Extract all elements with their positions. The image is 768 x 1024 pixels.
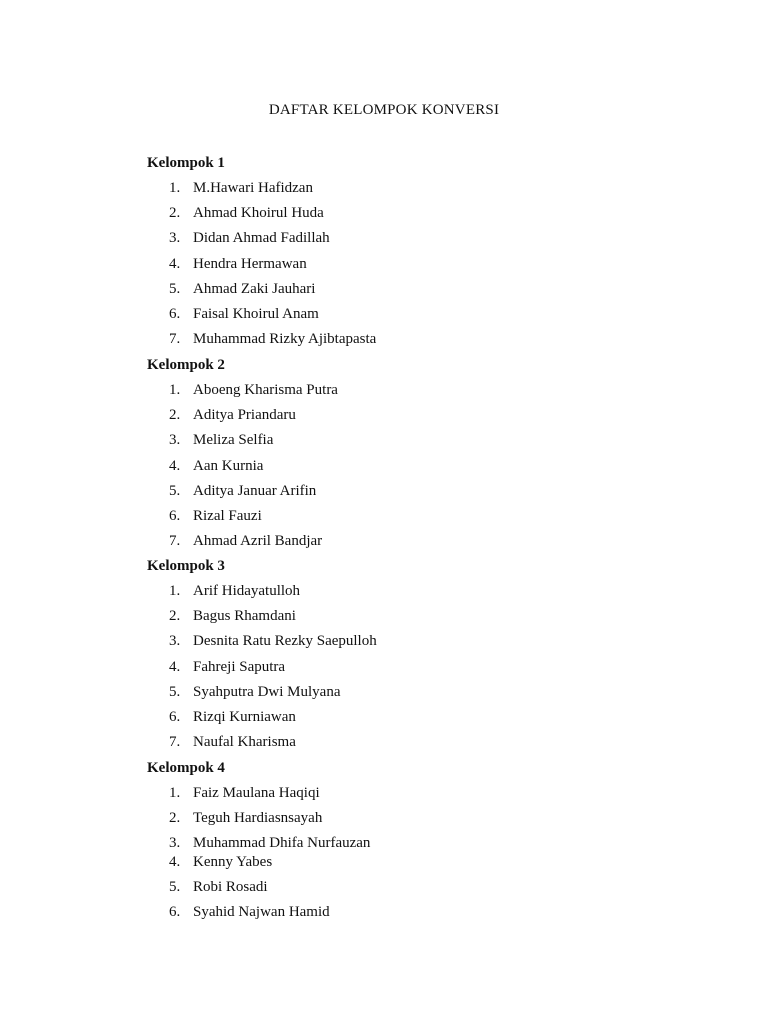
member-name: Rizal Fauzi xyxy=(193,507,262,524)
member-name: Bagus Rhamdani xyxy=(193,608,296,625)
group-1 xyxy=(147,154,647,348)
list-item xyxy=(147,500,647,525)
item-number: 7. xyxy=(169,533,181,550)
list-item xyxy=(147,827,647,852)
member-name: Fahreji Saputra xyxy=(193,658,286,675)
member-list xyxy=(147,575,647,751)
list-item xyxy=(147,802,647,827)
item-number: 4. xyxy=(169,853,181,870)
list-item xyxy=(147,871,647,896)
list-item xyxy=(147,676,647,701)
list-item xyxy=(147,222,647,247)
group-4 xyxy=(147,759,647,921)
list-item xyxy=(147,298,647,323)
list-item xyxy=(147,525,647,550)
member-name: Kenny Yabes xyxy=(193,853,273,870)
member-name: Syahid Najwan Hamid xyxy=(193,903,330,920)
group-heading: Kelompok 2 xyxy=(147,357,225,373)
member-name: Didan Ahmad Fadillah xyxy=(193,230,330,247)
group-2 xyxy=(147,356,647,550)
item-number: 1. xyxy=(169,785,181,801)
item-number: 2. xyxy=(169,205,181,222)
member-name: Aditya Priandaru xyxy=(193,407,296,424)
list-item xyxy=(147,853,647,871)
item-number: 3. xyxy=(169,432,181,449)
list-item xyxy=(147,726,647,751)
item-number: 7. xyxy=(169,331,181,348)
group-heading: Kelompok 3 xyxy=(147,558,225,574)
item-number: 6. xyxy=(169,708,181,725)
member-name: Aan Kurnia xyxy=(193,457,264,474)
member-name: Faiz Maulana Haqiqi xyxy=(193,785,320,801)
item-number: 3. xyxy=(169,230,181,247)
item-number: 5. xyxy=(169,683,181,700)
member-name: Syahputra Dwi Mulyana xyxy=(193,683,341,700)
group-heading: Kelompok 1 xyxy=(147,155,225,171)
list-item xyxy=(147,197,647,222)
member-name: Faisal Khoirul Anam xyxy=(193,305,319,322)
list-item xyxy=(147,600,647,625)
member-name: Ahmad Khoirul Huda xyxy=(193,205,324,222)
item-number: 3. xyxy=(169,633,181,650)
member-name: Desnita Ratu Rezky Saepulloh xyxy=(193,633,377,650)
list-item xyxy=(147,896,647,921)
item-number: 5. xyxy=(169,280,181,297)
item-number: 4. xyxy=(169,255,181,272)
item-number: 3. xyxy=(169,835,181,852)
member-name: Hendra Hermawan xyxy=(193,255,307,272)
member-name: M.Hawari Hafidzan xyxy=(193,180,313,196)
list-item xyxy=(147,450,647,475)
list-item xyxy=(147,248,647,273)
member-name: Ahmad Azril Bandjar xyxy=(193,533,323,550)
member-name: Ahmad Zaki Jauhari xyxy=(193,280,316,297)
list-item xyxy=(147,625,647,650)
list-item xyxy=(147,172,647,197)
item-number: 4. xyxy=(169,658,181,675)
list-item xyxy=(147,399,647,424)
member-list xyxy=(147,374,647,550)
item-number: 4. xyxy=(169,457,181,474)
document-title: DAFTAR KELOMPOK KONVERSI xyxy=(268,102,500,118)
list-item xyxy=(147,575,647,600)
member-name: Aditya Januar Arifin xyxy=(193,482,317,499)
item-number: 1. xyxy=(169,382,181,398)
item-number: 5. xyxy=(169,482,181,499)
list-item xyxy=(147,651,647,676)
item-number: 5. xyxy=(169,878,181,895)
item-number: 6. xyxy=(169,305,181,322)
item-number: 6. xyxy=(169,903,181,920)
list-item xyxy=(147,475,647,500)
member-name: Rizqi Kurniawan xyxy=(193,708,296,725)
list-item xyxy=(147,424,647,449)
item-number: 7. xyxy=(169,734,181,751)
list-item xyxy=(147,323,647,348)
list-item xyxy=(147,777,647,802)
member-name: Naufal Kharisma xyxy=(193,734,296,751)
member-name: Muhammad Dhifa Nurfauzan xyxy=(193,835,371,852)
member-name: Aboeng Kharisma Putra xyxy=(193,382,338,398)
list-item xyxy=(147,374,647,399)
item-number: 2. xyxy=(169,810,181,827)
list-item xyxy=(147,273,647,298)
list-item xyxy=(147,701,647,726)
member-name: Arif Hidayatulloh xyxy=(193,583,301,599)
item-number: 2. xyxy=(169,608,181,625)
item-number: 1. xyxy=(169,180,181,196)
item-number: 1. xyxy=(169,583,181,599)
member-list xyxy=(147,172,647,348)
member-name: Teguh Hardiasnsayah xyxy=(193,810,323,827)
item-number: 2. xyxy=(169,407,181,424)
item-number: 6. xyxy=(169,507,181,524)
group-heading: Kelompok 4 xyxy=(147,760,225,776)
member-name: Meliza Selfia xyxy=(193,432,274,449)
member-name: Robi Rosadi xyxy=(193,878,268,895)
group-3 xyxy=(147,557,647,751)
member-name: Muhammad Rizky Ajibtapasta xyxy=(193,331,377,348)
member-list xyxy=(147,777,647,921)
